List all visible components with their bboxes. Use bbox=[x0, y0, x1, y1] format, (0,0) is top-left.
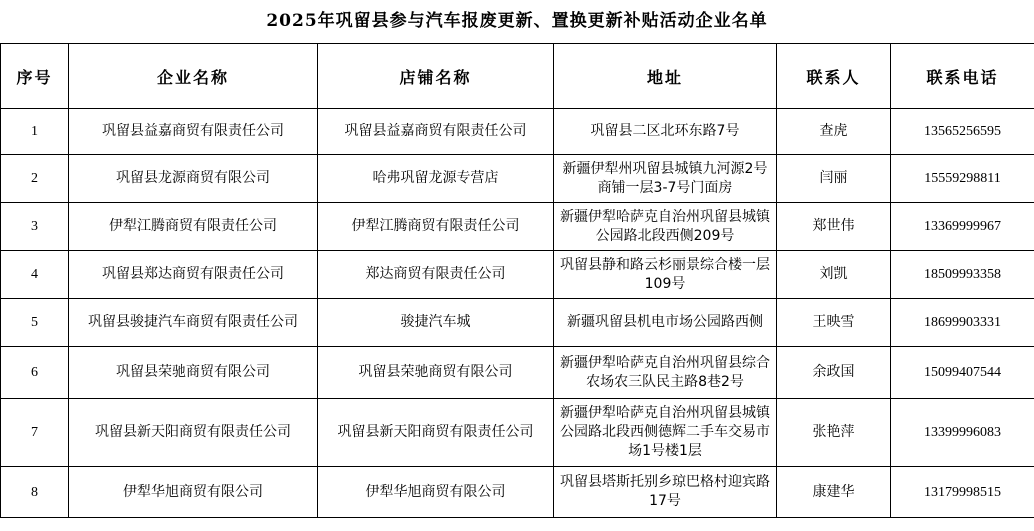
header-phone: 联系电话 bbox=[891, 44, 1034, 109]
cell-contact: 闫丽 bbox=[777, 155, 891, 203]
cell-store-name: 巩留县益嘉商贸有限责任公司 bbox=[318, 109, 554, 155]
cell-phone: 18699903331 bbox=[891, 299, 1034, 347]
cell-store-name: 郑达商贸有限责任公司 bbox=[318, 251, 554, 299]
cell-contact: 查虎 bbox=[777, 109, 891, 155]
cell-company-name: 伊犁江腾商贸有限责任公司 bbox=[69, 203, 318, 251]
table-row bbox=[1, 347, 1034, 399]
cell-address: 新疆伊犁州巩留县城镇九河源2号商铺一层3-7号门面房 bbox=[554, 155, 777, 203]
cell-store-name: 伊犁江腾商贸有限责任公司 bbox=[318, 203, 554, 251]
cell-company-name: 巩留县龙源商贸有限公司 bbox=[69, 155, 318, 203]
cell-phone: 13565256595 bbox=[891, 109, 1034, 155]
table-row bbox=[1, 467, 1034, 518]
cell-address: 新疆伊犁哈萨克自治州巩留县城镇公园路北段西侧德辉二手车交易市场1号楼1层 bbox=[554, 399, 777, 467]
cell-serial: 5 bbox=[1, 299, 69, 347]
cell-contact: 张艳萍 bbox=[777, 399, 891, 467]
cell-contact: 康建华 bbox=[777, 467, 891, 518]
cell-serial: 6 bbox=[1, 347, 69, 399]
table-row bbox=[1, 299, 1034, 347]
cell-phone: 13179998515 bbox=[891, 467, 1034, 518]
cell-company-name: 巩留县骏捷汽车商贸有限责任公司 bbox=[69, 299, 318, 347]
cell-contact: 刘凯 bbox=[777, 251, 891, 299]
header-serial: 序号 bbox=[1, 44, 69, 109]
cell-address: 巩留县塔斯托别乡琼巴格村迎宾路17号 bbox=[554, 467, 777, 518]
cell-address: 巩留县静和路云杉丽景综合楼一层109号 bbox=[554, 251, 777, 299]
cell-phone: 18509993358 bbox=[891, 251, 1034, 299]
enterprise-table bbox=[0, 43, 1034, 518]
cell-contact: 郑世伟 bbox=[777, 203, 891, 251]
cell-serial: 8 bbox=[1, 467, 69, 518]
header-row bbox=[1, 44, 1034, 109]
cell-contact: 王映雪 bbox=[777, 299, 891, 347]
cell-store-name: 巩留县荣驰商贸有限公司 bbox=[318, 347, 554, 399]
header-address: 地址 bbox=[554, 44, 777, 109]
cell-serial: 3 bbox=[1, 203, 69, 251]
cell-company-name: 伊犁华旭商贸有限公司 bbox=[69, 467, 318, 518]
cell-serial: 4 bbox=[1, 251, 69, 299]
cell-address: 巩留县二区北环东路7号 bbox=[554, 109, 777, 155]
cell-serial: 2 bbox=[1, 155, 69, 203]
header-contact: 联系人 bbox=[777, 44, 891, 109]
cell-contact: 余政国 bbox=[777, 347, 891, 399]
cell-company-name: 巩留县郑达商贸有限责任公司 bbox=[69, 251, 318, 299]
cell-phone: 15559298811 bbox=[891, 155, 1034, 203]
cell-company-name: 巩留县荣驰商贸有限公司 bbox=[69, 347, 318, 399]
cell-company-name: 巩留县益嘉商贸有限责任公司 bbox=[69, 109, 318, 155]
cell-store-name: 巩留县新天阳商贸有限责任公司 bbox=[318, 399, 554, 467]
cell-address: 新疆伊犁哈萨克自治州巩留县城镇公园路北段西侧209号 bbox=[554, 203, 777, 251]
cell-address: 新疆巩留县机电市场公园路西侧 bbox=[554, 299, 777, 347]
table-row bbox=[1, 251, 1034, 299]
table-row bbox=[1, 203, 1034, 251]
cell-address: 新疆伊犁哈萨克自治州巩留县综合农场农三队民主路8巷2号 bbox=[554, 347, 777, 399]
cell-phone: 15099407544 bbox=[891, 347, 1034, 399]
cell-store-name: 伊犁华旭商贸有限公司 bbox=[318, 467, 554, 518]
cell-serial: 1 bbox=[1, 109, 69, 155]
header-store-name: 店铺名称 bbox=[318, 44, 554, 109]
cell-serial: 7 bbox=[1, 399, 69, 467]
cell-store-name: 骏捷汽车城 bbox=[318, 299, 554, 347]
cell-phone: 13369999967 bbox=[891, 203, 1034, 251]
header-company-name: 企业名称 bbox=[69, 44, 318, 109]
cell-store-name: 哈弗巩留龙源专营店 bbox=[318, 155, 554, 203]
cell-phone: 13399996083 bbox=[891, 399, 1034, 467]
document-title: 2025年巩留县参与汽车报废更新、置换更新补贴活动企业名单 bbox=[266, 11, 768, 31]
table-row bbox=[1, 399, 1034, 467]
table-row bbox=[1, 155, 1034, 203]
table-row bbox=[1, 109, 1034, 155]
cell-company-name: 巩留县新天阳商贸有限责任公司 bbox=[69, 399, 318, 467]
